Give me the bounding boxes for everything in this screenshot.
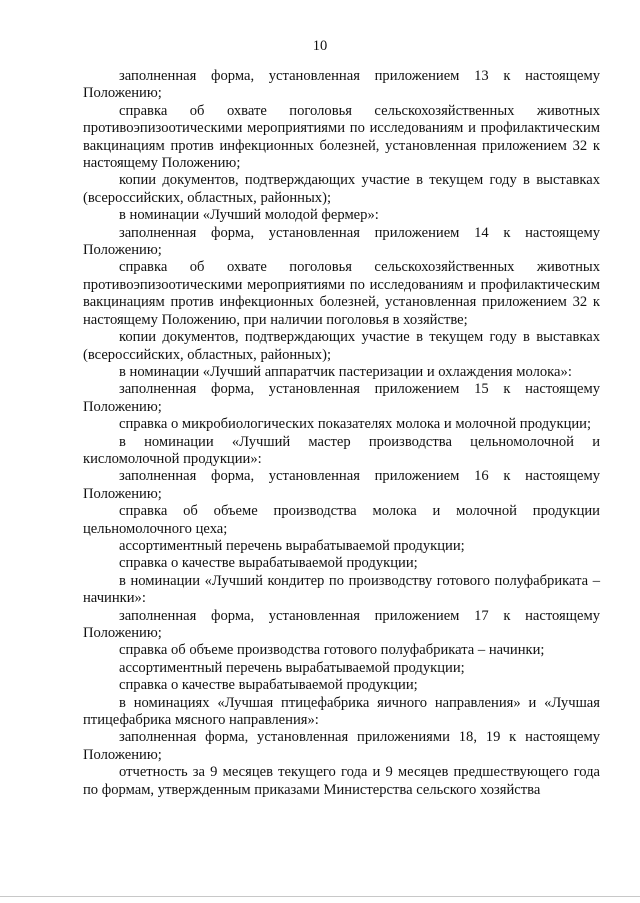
document-body (83, 68, 600, 799)
page-number: 10 (312, 38, 328, 54)
paragraph: в номинации «Лучший аппаратчик пастеризации и охлаждения молока»: (119, 363, 572, 380)
paragraph: заполненная форма, установленная приложением 13 к настоящему Положению; (83, 68, 600, 102)
paragraph: справка о качестве вырабатываемой продукции; (119, 677, 418, 694)
paragraph: справка об объеме производства молока и молочной продукции цельномолочного цеха; (83, 503, 600, 537)
paragraph: заполненная форма, установленная приложениями 18, 19 к настоящему Положению; (83, 729, 600, 763)
paragraph: в номинации «Лучший мастер производства цельномолочной и кисломолочной продукции»: (83, 433, 600, 467)
paragraph: справка об объеме производства готового полуфабриката – начинки; (119, 642, 545, 659)
paragraph: справка о качестве вырабатываемой продукции; (119, 555, 418, 572)
paragraph: справка о микробиологических показателях молока и молочной продукции; (119, 416, 592, 433)
paragraph: в номинации «Лучший кондитер по производству готового полуфабриката – начинки»: (83, 572, 600, 607)
paragraph: заполненная форма, установленная приложением 16 к настоящему Положению; (83, 468, 600, 502)
scan-edge-line (0, 896, 640, 897)
paragraph: ассортиментный перечень вырабатываемой продукции; (119, 659, 465, 676)
paragraph: в номинациях «Лучшая птицефабрика яичного направления» и «Лучшая птицефабрика мясного направления»: (83, 694, 600, 729)
paragraph: справка об охвате поголовья сельскохозяйственных животных противоэпизоотическими мероприятиями по исследованиям и профилактическим вакцинациям против инфекционных болезней, установленная приложением 32 к настоящему Положению; (83, 102, 600, 172)
paragraph: заполненная форма, установленная приложением 14 к настоящему Положению; (83, 224, 600, 259)
paragraph: копии документов, подтверждающих участие в текущем году в выставках (всероссийских, областных, районных); (83, 172, 600, 206)
paragraph: справка об охвате поголовья сельскохозяйственных животных противоэпизоотическими мероприятиями по исследованиям и профилактическим вакцинациям против инфекционных болезней, установленная приложением 32 к настоящему Положению, при наличии поголовья в хозяйстве; (83, 259, 600, 328)
paragraph: заполненная форма, установленная приложением 17 к настоящему Положению; (83, 607, 600, 641)
paragraph: заполненная форма, установленная приложением 15 к настоящему Положению; (83, 381, 600, 415)
paragraph: ассортиментный перечень вырабатываемой продукции; (119, 537, 465, 554)
paragraph: отчетность за 9 месяцев текущего года и 9 месяцев предшествующего года по формам, утвержденным приказами Министерства сельского хозяйства (83, 764, 600, 798)
paragraph: копии документов, подтверждающих участие в текущем году в выставках (всероссийских, областных, районных); (83, 329, 600, 363)
paragraph: в номинации «Лучший молодой фермер»: (119, 207, 379, 224)
